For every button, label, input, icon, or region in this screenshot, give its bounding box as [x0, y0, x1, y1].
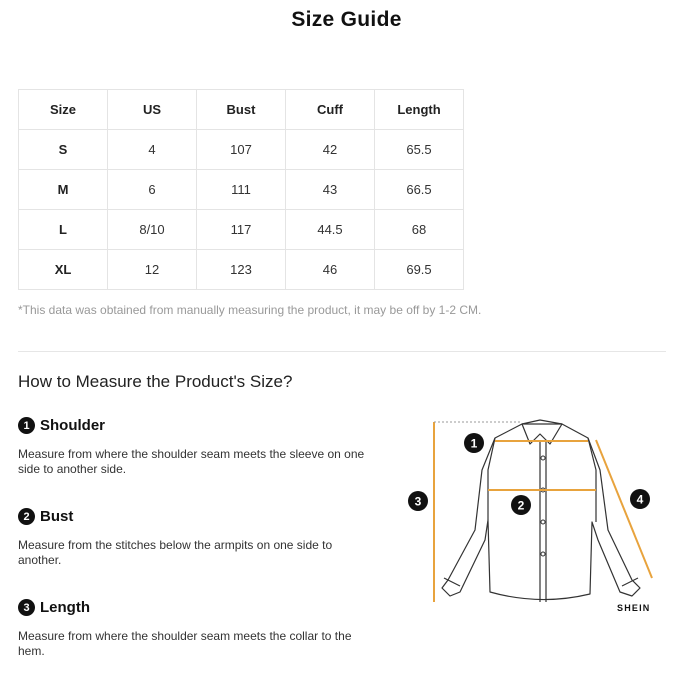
measure-item-length: [18, 599, 378, 659]
measure-description: Measure from where the shoulder seam meets the sleeve on one side to another side.: [18, 447, 365, 476]
size-table: [18, 89, 464, 290]
table-cell: 6: [108, 170, 197, 210]
table-row: [19, 250, 464, 290]
marker-3-label: 3: [414, 494, 422, 509]
table-cell: 123: [197, 250, 286, 290]
table-cell: M: [19, 170, 108, 210]
shirt-right-cuff: [622, 578, 638, 586]
how-to-measure-title: How to Measure the Product's Size?: [18, 372, 293, 391]
marker-4-label: 4: [636, 492, 644, 507]
page-title: Size Guide: [291, 8, 402, 31]
table-cell: XL: [19, 250, 108, 290]
table-cell: S: [19, 130, 108, 170]
measure-description: Measure from where the shoulder seam meets the collar to the hem.: [18, 629, 352, 658]
measurement-disclaimer: *This data was obtained from manually measuring the product, it may be off by 1-2 CM.: [18, 303, 482, 317]
measure-label: Shoulder: [40, 417, 106, 434]
table-cell: 107: [197, 130, 286, 170]
table-cell: 44.5: [286, 210, 375, 250]
table-cell: 43: [286, 170, 375, 210]
table-cell: 42: [286, 130, 375, 170]
table-cell: 4: [108, 130, 197, 170]
measure-item-bust: [18, 508, 378, 568]
column-header: US: [108, 90, 197, 130]
table-row: [19, 130, 464, 170]
shirt-right-seam: [588, 438, 596, 522]
column-header: Size: [19, 90, 108, 130]
sleeve-measure-line: [596, 440, 652, 578]
brand-logo: SHEIN: [617, 603, 651, 613]
number-badge: 2: [18, 508, 35, 525]
table-cell: 117: [197, 210, 286, 250]
table-header-row: [19, 90, 464, 130]
shirt-button: [541, 456, 545, 460]
column-header: Length: [375, 90, 464, 130]
column-header: Bust: [197, 90, 286, 130]
marker-2-label: 2: [517, 498, 525, 513]
measure-label: Bust: [40, 508, 74, 525]
column-header: Cuff: [286, 90, 375, 130]
shirt-button: [541, 552, 545, 556]
table-cell: 12: [108, 250, 197, 290]
shirt-left-seam: [488, 438, 495, 520]
shirt-measurement-diagram: [400, 410, 665, 620]
number-badge: 3: [18, 599, 35, 616]
table-row: [19, 170, 464, 210]
number-badge: 1: [18, 417, 35, 434]
measure-item-shoulder: [18, 417, 378, 477]
table-cell: 66.5: [375, 170, 464, 210]
table-cell: 46: [286, 250, 375, 290]
table-cell: 8/10: [108, 210, 197, 250]
table-cell: 68: [375, 210, 464, 250]
table-row: [19, 210, 464, 250]
table-cell: 111: [197, 170, 286, 210]
shirt-button: [541, 520, 545, 524]
section-divider: [18, 351, 666, 352]
marker-1-label: 1: [470, 436, 478, 451]
table-cell: 65.5: [375, 130, 464, 170]
measure-description: Measure from the stitches below the armpits on one side to another.: [18, 538, 333, 567]
measure-label: Length: [40, 599, 90, 616]
table-cell: L: [19, 210, 108, 250]
table-cell: 69.5: [375, 250, 464, 290]
